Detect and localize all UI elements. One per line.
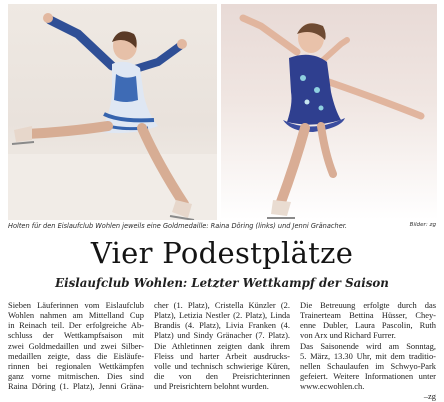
text-line: medaillen zeigte, dass die Eisläufe-	[8, 350, 144, 361]
text-line: Die Betreuung erfolgte durch das	[300, 300, 436, 310]
text-line: 5. März, 13.30 Uhr, mit dem traditio-	[300, 350, 436, 361]
author-signature: –zg	[423, 391, 436, 402]
text-line: ganz vorne mitmischen. Dies sind	[8, 371, 144, 382]
text-line: Fleiss und harter Arbeit ausdrucks-	[154, 350, 290, 361]
photo-credit: Bilder: zg	[409, 222, 436, 228]
text-line: cher (1. Platz), Cristella Künzler (2.	[154, 300, 290, 310]
article-column-3	[300, 300, 436, 402]
article-headline: Vier Podestplätze	[90, 236, 354, 270]
text-line: rinnen bei regionalen Wettkämpfen	[8, 360, 144, 371]
article-column-2	[154, 300, 290, 391]
text-line: Brandis (4. Platz), Livia Franken (4.	[154, 320, 290, 331]
text-line: Raina Döring (1. Platz), Jenni Gräna-	[8, 381, 144, 392]
text-line: zwei Goldmedaillen und zwei Silber-	[8, 340, 144, 351]
text-line: Sieben Läuferinnen vom Eislaufclub	[8, 300, 144, 310]
skater-illustration-left	[8, 4, 217, 220]
text-line: Platz) und Sindy Gränacher (7. Platz).	[154, 330, 290, 341]
text-line-link: www.ecwohlen.ch.	[300, 381, 365, 392]
article-body	[8, 300, 437, 400]
text-line: schluss der Wettkampfsaison mit	[8, 330, 144, 341]
text-line: und Preisrichtern belohnt wurden.	[154, 381, 269, 392]
article-column-1	[8, 300, 144, 391]
photo-caption: Holten für den Eislaufclub Wohlen jeweils eine Goldmedaille: Raina Döring (links) und Jenni Gränacher.	[8, 222, 347, 230]
text-line: nellen Schaulaufen im Schwyo-Park	[300, 360, 436, 371]
text-line: enne Dubler, Laura Pascolin, Ruth	[300, 320, 436, 331]
text-line: von Arx und Richard Furrer.	[300, 330, 396, 341]
text-line: gefeiert. Weitere Informationen unter	[300, 371, 436, 382]
skater-illustration-right	[221, 4, 437, 220]
photo-left-skater	[8, 4, 217, 220]
text-line: Wohlen nahmen am Mittelland Cup	[8, 310, 144, 321]
photo-right-skater	[221, 4, 437, 220]
text-line: Platz), Letizia Nestler (2. Platz), Linda	[154, 310, 290, 321]
photo-strip	[8, 4, 437, 220]
text-line: volle und technisch schwierige Küren,	[154, 360, 290, 371]
text-line: in Reinach teil. Der erfolgreiche Ab-	[8, 320, 144, 331]
text-line: Die Athletinnen zeigten dank ihrem	[154, 340, 290, 351]
text-line: die von den Preisrichterinnen	[154, 371, 290, 382]
article-subheadline: Eislaufclub Wohlen: Letzter Wettkampf der Saison	[55, 276, 389, 290]
text-line: Trainerteam Bettina Hüsser, Chey-	[300, 310, 436, 321]
text-line: Das Saisonende wird am Sonntag,	[300, 340, 436, 351]
